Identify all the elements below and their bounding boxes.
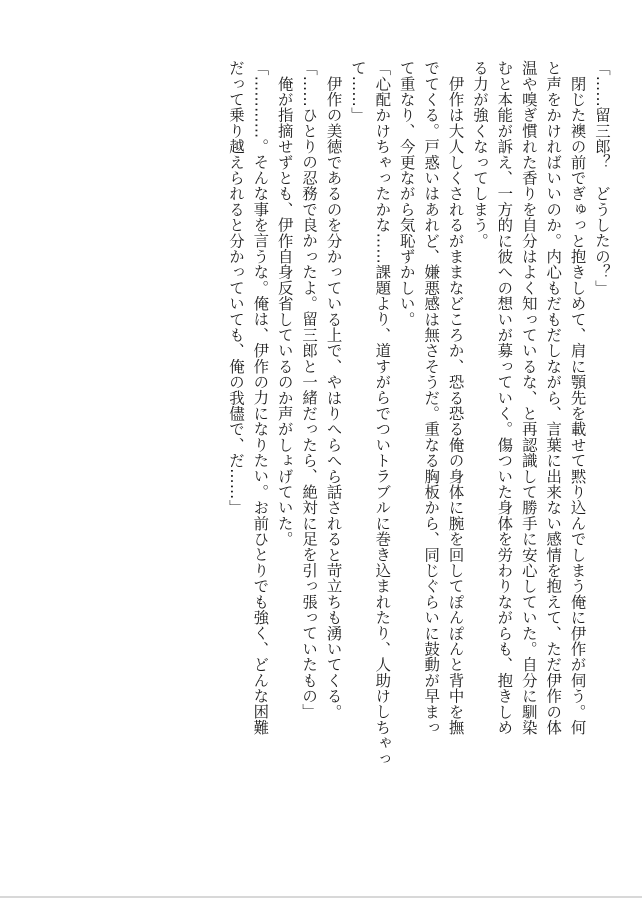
text-line: むと本能が訴え、一方的に彼への想いが募っていく。傷ついた身体を労わりながらも、抱きしめ [495,60,514,736]
page-bottom-divider [0,896,642,898]
text-line: 温や嗅ぎ慣れた香りを自分はよく知っているな、と再認識して勝手に安心していた。自分に馴染 [519,60,538,736]
text-line: て重なり、今更ながら気恥ずかしい。 [397,60,416,327]
text-line: と声をかければいいのか。内心もだもだしながら、言葉に出来ない感情を抱えて、ただ伊作の体 [544,60,563,736]
text-line: でてくる。戸惑いはあれど、嫌悪感は無さそうだ。重なる胸板から、同じぐらいに鼓動が早まっ [422,60,441,736]
text-line: て……」 [348,60,367,123]
text-line: 「……ひとりの忍務で良かったよ。留三郎と一緒だったら、絶対に足を引っ張っていたもの」 [300,60,319,720]
text-line: 「……留三郎？ どうしたの？」 [593,60,611,296]
text-line: 閉じた襖の前でぎゅっと抱きしめて、肩に顎先を載せて黙り込んでしまう俺に伊作が伺う。何 [568,60,587,736]
text-line: 「…………。そんな事を言うな。俺は、伊作の力になりたい。お前ひとりでも強く、どんな困難 [251,60,270,736]
vertical-text-block [14,60,614,870]
text-line: 「心配かけちゃったかな……課題より、道すがらでついトラブルに巻き込まれたり、人助けしちゃっ [373,60,392,767]
text-line: 伊作は大人しくされるがままなどころか、恐る恐る俺の身体に腕を回してぽんぽんと背中を撫 [446,60,465,736]
text-line: 伊作の美徳であるのを分かっている上で、やはりへらへら話されると苛立ちも湧いてくる。 [324,60,343,720]
text-line: 俺が指摘せずとも、伊作自身反省しているのか声がしょげていた。 [275,60,294,547]
text-line: る力が強くなってしまう。 [470,60,489,249]
text-line: だって乗り越えられると分かっていても、俺の我儘で、だ……」 [226,60,245,516]
